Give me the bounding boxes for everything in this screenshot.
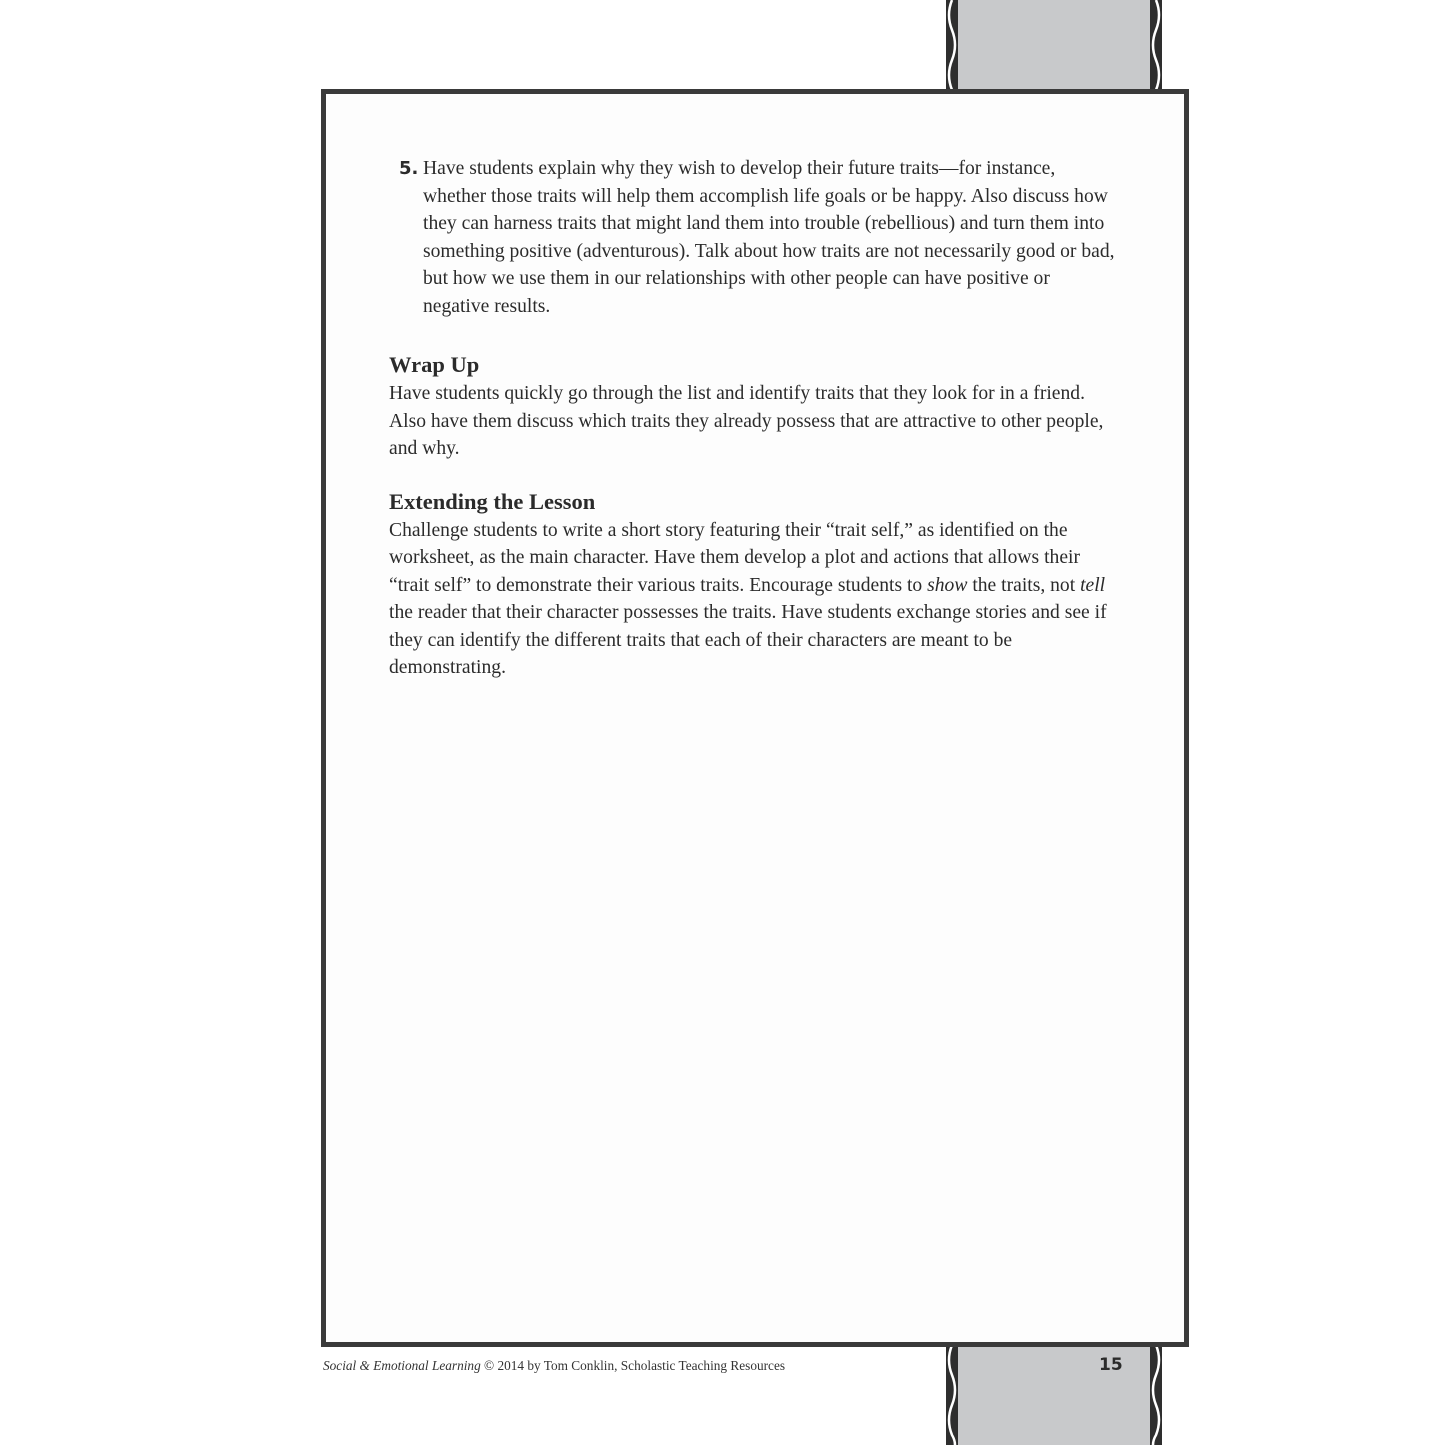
book-title: Social & Emotional Learning xyxy=(323,1358,481,1373)
extending-text-part-3: the reader that their character possesses the traits. Have students exchange stories and see if they can identify the different traits that each of their characters are meant to be demonstrating. xyxy=(389,602,1107,678)
extending-text-part-1: Challenge students to write a short story featuring their “trait self,” as identified on the worksheet, as the main character. Have them develop a plot and actions that allows their “trait self” to demonstrate their various traits. Encourage students to xyxy=(389,519,1080,596)
page-content xyxy=(389,155,1119,706)
wrap-up-section xyxy=(389,350,1119,463)
bottom-tab-decoration xyxy=(946,1345,1162,1445)
extending-section xyxy=(389,487,1119,682)
footer-credit xyxy=(323,1358,785,1374)
list-item xyxy=(389,155,1119,320)
top-tab-decoration xyxy=(946,0,1162,92)
extending-text-part-2: the traits, not xyxy=(967,574,1081,596)
emphasis-tell: tell xyxy=(1080,574,1106,596)
wavy-border-icon xyxy=(946,0,1162,92)
wrap-up-text: Have students quickly go through the list and identify traits that they look for in a friend. Also have them discuss which traits they already possess that are attractive to other people, and why. xyxy=(389,383,1104,459)
wrap-up-heading: Wrap Up xyxy=(389,352,480,377)
list-number: 5. xyxy=(399,158,419,179)
wavy-border-icon xyxy=(946,1345,1162,1445)
extending-heading: Extending the Lesson xyxy=(389,488,596,514)
extending-text xyxy=(389,517,1119,682)
page-number: 15 xyxy=(1099,1355,1123,1375)
list-item-text: Have students explain why they wish to develop their future traits—for instance, whether those traits will help them accomplish life goals or be happy. Also discuss how they can harness traits that might land them into trouble (rebellious) and turn them into something positive (adventurous). Talk about how traits are not necessarily good or bad, but how we use them in our relationships with other people can have positive or negative results. xyxy=(423,158,1115,317)
copyright-text: © 2014 by Tom Conklin, Scholastic Teaching Resources xyxy=(480,1358,786,1373)
emphasis-show: show xyxy=(927,574,968,596)
